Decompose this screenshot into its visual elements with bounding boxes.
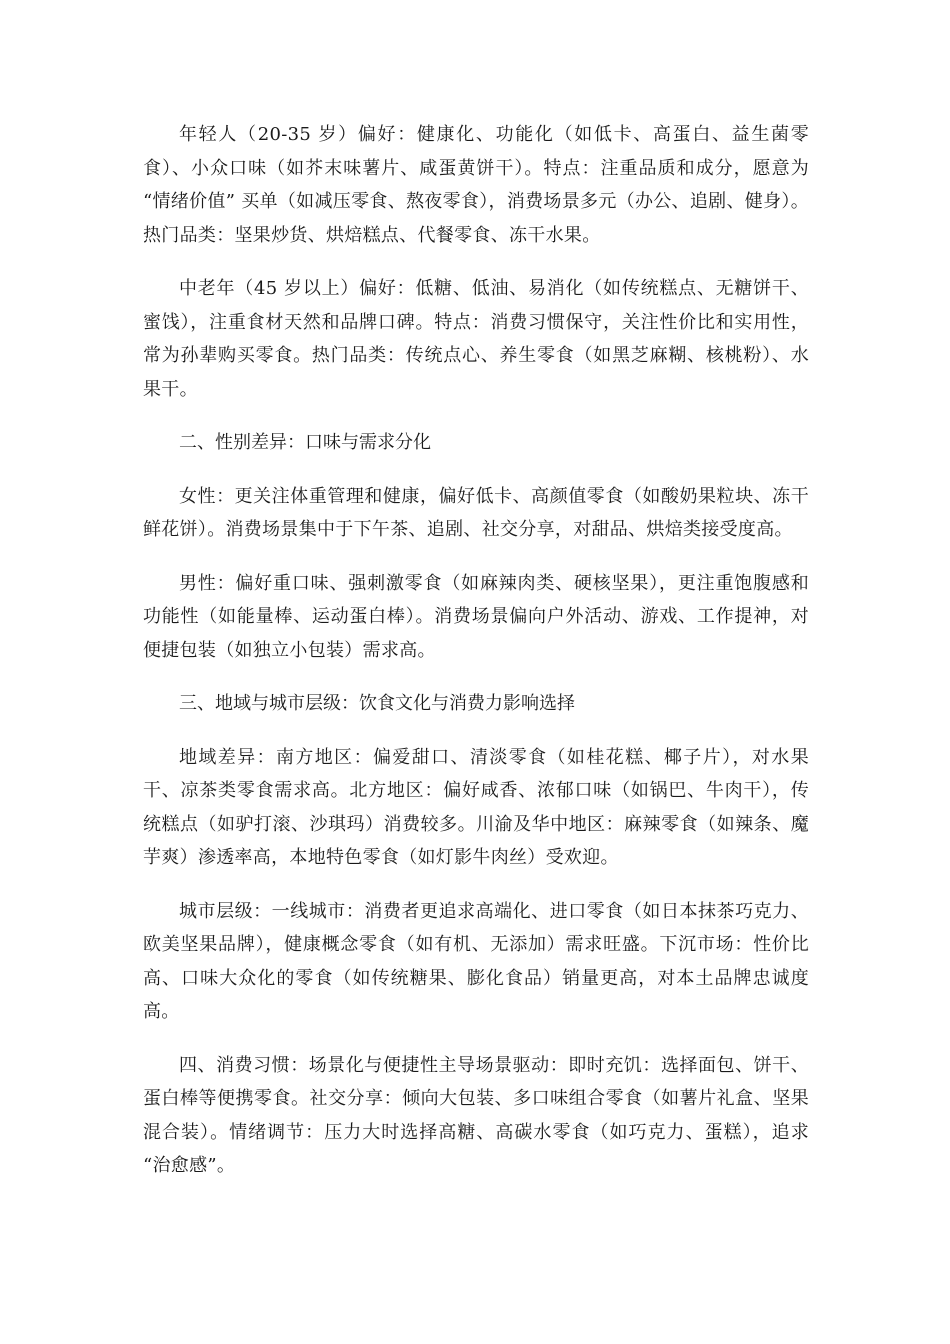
paragraph-middle-aged: 中老年（45 岁以上）偏好：低糖、低油、易消化（如传统糕点、无糖饼干、蜜饯），注重食材天然和品牌口碑。特点：消费习惯保守，关注性价比和实用性，常为孙辈购买零食。热门品类：传统点心、养生零食（如黑芝麻糊、核桃粉）、水果干。 bbox=[143, 278, 809, 400]
section-heading-region: 三、地域与城市层级：饮食文化与消费力影响选择 bbox=[179, 693, 575, 714]
paragraph-male: 男性：偏好重口味、强刺激零食（如麻辣肉类、硬核坚果），更注重饱腹感和功能性（如能量棒、运动蛋白棒）。消费场景偏向户外活动、游戏、工作提神，对便捷包装（如独立小包装）需求高。 bbox=[143, 572, 809, 661]
section-heading-gender: 二、性别差异：口味与需求分化 bbox=[179, 432, 431, 453]
paragraph-city-tiers: 城市层级：一线城市：消费者更追求高端化、进口零食（如日本抹茶巧克力、欧美坚果品牌），健康概念零食（如有机、无添加）需求旺盛。下沉市场：性价比高、口味大众化的零食（如传统糖果、膨化食品）销量更高，对本土品牌忠诚度高。 bbox=[143, 900, 809, 1022]
paragraph-consumption-habits: 四、消费习惯：场景化与便捷性主导场景驱动：即时充饥：选择面包、饼干、蛋白棒等便携零食。社交分享：倾向大包装、多口味组合零食（如薯片礼盒、坚果混合装）。情绪调节：压力大时选择高糖、高碳水零食（如巧克力、蛋糕），追求 “治愈感”。 bbox=[143, 1054, 809, 1176]
paragraph-regional-differences: 地域差异：南方地区：偏爱甜口、清淡零食（如桂花糕、椰子片），对水果干、凉茶类零食需求高。北方地区：偏好咸香、浓郁口味（如锅巴、牛肉干），传统糕点（如驴打滚、沙琪玛）消费较多。川渝及华中地区：麻辣零食（如辣条、魔芋爽）渗透率高，本地特色零食（如灯影牛肉丝）受欢迎。 bbox=[143, 746, 809, 868]
paragraph-young-adults: 年轻人（20-35 岁）偏好：健康化、功能化（如低卡、高蛋白、益生菌零食）、小众口味（如芥末味薯片、咸蛋黄饼干）。特点：注重品质和成分，愿意为 “情绪价值” 买单（如减压零食、熬夜零食），消费场景多元（办公、追剧、健身）。热门品类：坚果炒货、烘焙糕点、代餐零食、冻干水果。 bbox=[143, 124, 809, 246]
document-body bbox=[143, 118, 809, 1203]
paragraph-female: 女性：更关注体重管理和健康，偏好低卡、高颜值零食（如酸奶果粒块、冻干鲜花饼）。消费场景集中于下午茶、追剧、社交分享，对甜品、烘焙类接受度高。 bbox=[143, 485, 809, 540]
